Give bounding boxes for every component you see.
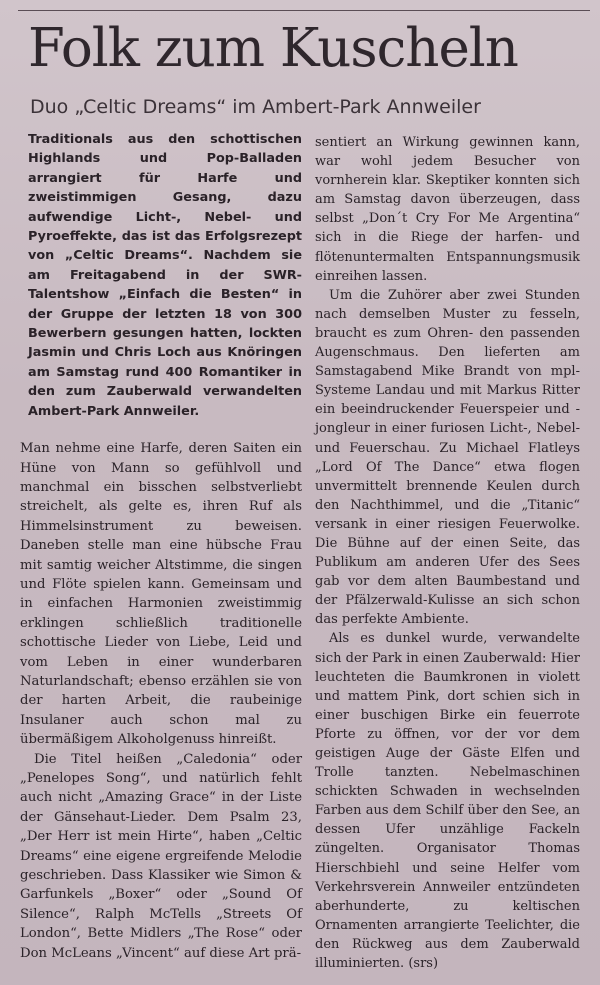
body-paragraph-4: Als es dunkel wurde, verwandelte sich der Park in einen Zauberwald: Hier leuchteten die Baumkronen in violett und mattem Pink, dort schien sich in einer buschigen Birke ein feuerrote Pforte zu öffnen, vor der vor dem geistigen Auge der Gäste Elfen und Trolle tanzten. Nebelmaschinen schickten Schwaden in wechselnden Farben aus dem Schilf über den See, an dessen Ufer unzählige Fackeln züngelten. Organisator Thomas Hierschbiehl und seine Helfer vom Verkehrsverein Annweiler entzündeten aberhunderte, zu keltischen Ornamenten arrangierte Teelichter, die den Rückweg aus dem Zauberwald illuminierten. (srs) xyxy=(315,631,580,972)
right-column xyxy=(315,133,580,973)
body-paragraph-2: Die Titel heißen „Caledonia“ oder „Penelopes Song“, und natürlich fehlt auch nicht „Amazing Grace“ in der Liste der Gänsehaut-Lieder. Dem Psalm 23, „Der Herr ist mein Hirte“, haben „Celtic Dreams“ eine eigene ergreifende Melodie geschrieben. Dass Klassiker wie Simon & Garfunkels „Boxer“ oder „Sound Of Silence“, Ralph McTells „Streets Of London“, Bette Midlers „The Rose“ oder Don McLeans „Vincent“ auf diese Art prä- xyxy=(20,751,302,961)
top-rule xyxy=(18,10,590,11)
lead-paragraph: Traditionals aus den schottischen Highlands und Pop-Balladen arrangiert für Harfe und zweistimmigen Gesang, dazu aufwendige Licht-, Nebel- und Pyroeffekte, das ist das Erfolgsrezept von „Celtic Dreams“. Nachdem sie am Freitagabend in der SWR-Talentshow „Einfach die Besten“ in der Gruppe der letzten 18 von 300 Bewerbern gesungen hatten, lockten Jasmin und Chris Loch aus Knöringen am Samstag rund 400 Romantiker in den zum Zauberwald verwandelten Ambert-Park Annweiler. xyxy=(28,132,302,419)
body-paragraph-2-continued: sentiert an Wirkung gewinnen kann, war wohl jedem Besucher von vornherein klar. Skeptiker konnten sich am Samstag davon überzeugen, dass selbst „Don´t Cry For Me Argentina“ sich in die Riege der harfen- und flötenuntermalten Entspannungsmusik einreihen lassen. xyxy=(315,135,580,284)
left-column xyxy=(20,130,302,963)
spacer xyxy=(20,421,302,439)
headline: Folk zum Kuscheln xyxy=(28,18,518,79)
body-paragraph-1: Man nehme eine Harfe, deren Saiten ein Hüne von Mann so gefühlvoll und manchmal ein bisschen selbstverliebt streichelt, als gelte es, ihren Ruf als Himmelsinstrument zu beweisen. Daneben stelle man eine hübsche Frau mit samtig weicher Altstimme, die singen und Flöte spielen kann. Gemeinsam und in einfachen Harmonien zweistimmig erklingen schließlich traditionelle schottische Lieder von Liebe, Leid und vom Leben in einer wunderbaren Naturlandschaft; ebenso erzählen sie von der harten Arbeit, die raubeinige Insulaner auch schon mal zu übermäßigem Alkoholgenuss hinreißt. xyxy=(20,441,302,748)
body-paragraph-3: Um die Zuhörer aber zwei Stunden nach demselben Muster zu fesseln, braucht es zum Ohren- den passenden Augenschmaus. Den lieferten am Samstagabend Mike Brandt von mpl-Systeme Landau und mit Markus Ritter ein beeindruckender Feuerspeier und -jongleur in einer furiosen Licht-, Nebel- und Feuerschau. Zu Michael Flatleys „Lord Of The Dance“ etwa flogen unvermittelt brennende Keulen durch den Nachthimmel, und die „Titanic“ versank in einer riesigen Feuerwolke. Die Bühne auf der einen Seite, das Publikum am anderen Ufer des Sees gab vor dem alten Baumbestand und der Pfälzerwald-Kulisse an sich schon das perfekte Ambiente. xyxy=(315,287,580,628)
subheadline: Duo „Celtic Dreams“ im Ambert-Park Annweiler xyxy=(30,96,481,118)
